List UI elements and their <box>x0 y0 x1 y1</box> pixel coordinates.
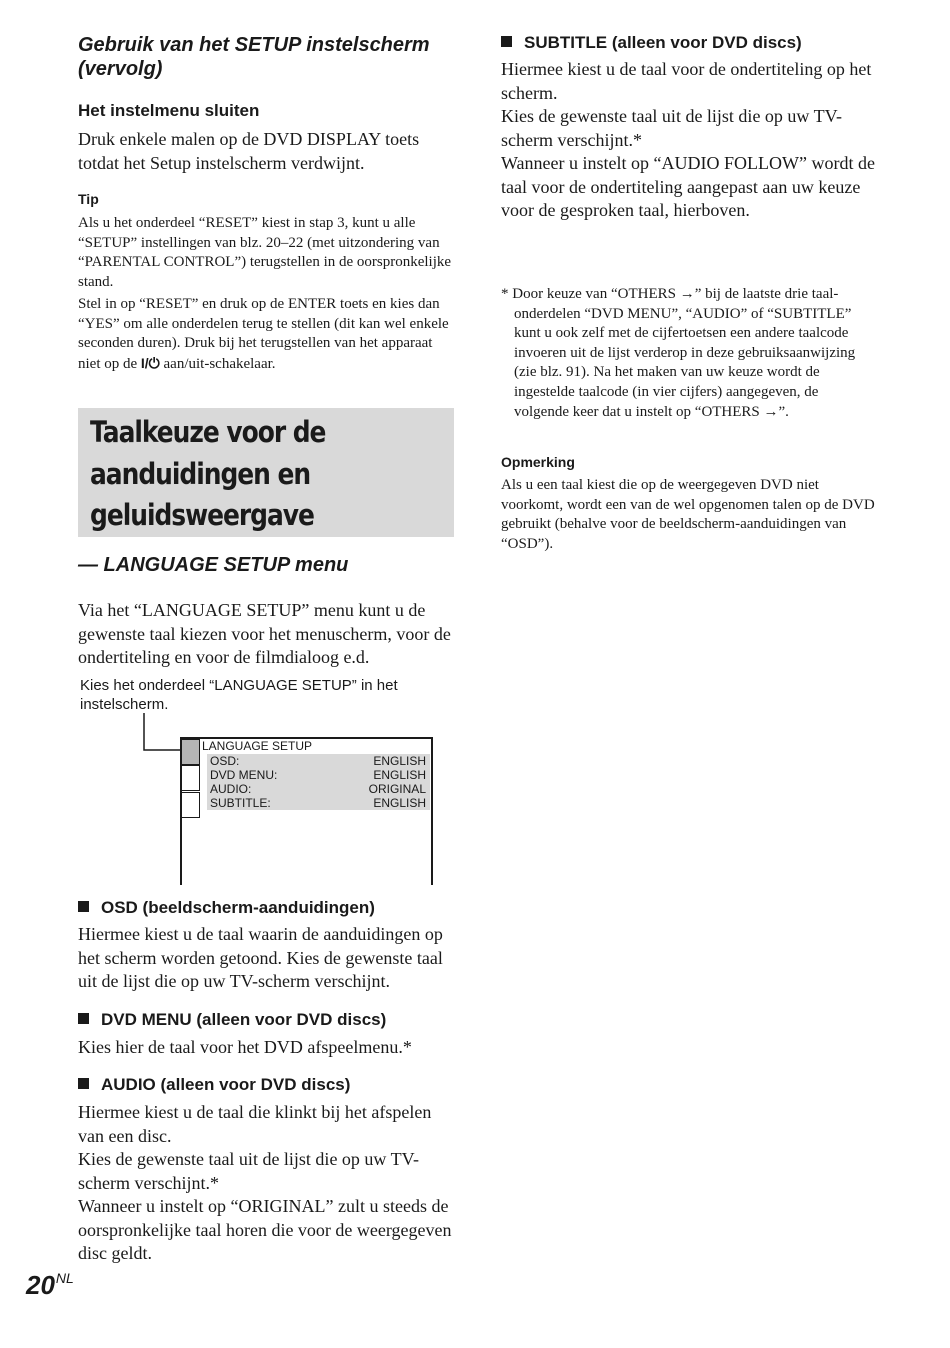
power-switch-icon: I/⏻ <box>140 354 160 371</box>
osd-row-value: ENGLISH <box>373 754 426 768</box>
subtitle-text-2: Kies de gewenste taal uit de lijst die op uw TV-scherm verschijnt.* <box>501 106 842 150</box>
osd-heading <box>78 898 375 918</box>
osd-screen-title: LANGUAGE SETUP <box>202 739 313 753</box>
subtitle-text-1: Hiermee kiest u de taal voor de ondertiteling op het scherm. <box>501 59 872 103</box>
intro-text: Via het “LANGUAGE SETUP” menu kunt u de gewenste taal kiezen voor het menuscherm, voor de ondertiteling en voor de filmdialoog e.d. <box>78 600 451 667</box>
osd-row-value: ENGLISH <box>373 768 426 782</box>
setup-menu-icon-2 <box>181 765 200 791</box>
page-number <box>26 1270 74 1301</box>
audio-text <box>78 1101 460 1266</box>
osd-row-dvd-menu <box>210 768 426 782</box>
dvd-menu-heading-text: DVD MENU (alleen voor DVD discs) <box>101 1010 387 1029</box>
osd-heading-text: OSD (beeldscherm-aanduidingen) <box>101 898 375 917</box>
audio-heading-text: AUDIO (alleen voor DVD discs) <box>101 1075 351 1094</box>
tip-paragraph-2-text: Stel in op “RESET” en druk op de ENTER toets en kies dan “YES” om alle onderdelen terug te stellen (dit kan wel enkele seconden duren). Druk bij het terugstellen van het apparaat niet op de <box>78 296 449 372</box>
close-menu-text: Druk enkele malen op de DVD DISPLAY toets totdat het Setup instelscherm verdwijnt. <box>78 129 420 173</box>
osd-row-audio <box>210 782 426 796</box>
audio-heading <box>78 1075 350 1095</box>
osd-row-osd <box>210 754 426 768</box>
osd-row-value: ENGLISH <box>373 796 426 810</box>
osd-row-label: DVD MENU: <box>210 768 278 782</box>
page-number-value: 20 <box>26 1270 55 1300</box>
osd-row-label: AUDIO: <box>210 782 252 796</box>
setup-menu-icon-3 <box>181 792 200 818</box>
tip-label: Tip <box>78 191 99 207</box>
dvd-menu-heading <box>78 1010 386 1030</box>
osd-row-subtitle <box>210 796 426 810</box>
language-setup-screen <box>180 737 433 885</box>
audio-text-3: Wanneer u instelt op “ORIGINAL” zult u steeds de oorspronkelijke taal horen die voor de weergegeven disc geldt. <box>78 1196 452 1263</box>
note-text: Als u een taal kiest die op de weergegeven DVD niet voorkomt, wordt een van de wel opgenomen talen op de DVD gebruikt (behalve voor de beeldscherm-aanduidingen van “OSD”). <box>501 477 875 552</box>
osd-settings-list <box>207 754 430 810</box>
tip-paragraph-2 <box>78 295 458 374</box>
osd-row-value: ORIGINAL <box>368 782 426 796</box>
audio-text-1: Hiermee kiest u de taal die klinkt bij het afspelen van een disc. <box>78 1102 432 1146</box>
section-title-box <box>78 408 454 537</box>
screen-right-border <box>431 737 433 885</box>
footnote: * Door keuze van “OTHERS →” bij de laatste drie taal-onderdelen “DVD MENU”, “AUDIO” of “SUBTITLE” kunt u ook zelf met de cijfertoetsen een andere taalcode invoeren uit de lijst verderop in deze gebruiksaanwijzing (zie blz. 91). Na het maken van uw keuze wordt de ingestelde taalcode (in vier cijfers) aangegeven, de volgende keer dat u instelt op “OTHERS →”. <box>501 286 856 420</box>
note-label: Opmerking <box>501 454 575 470</box>
square-bullet-icon <box>78 1013 89 1024</box>
subtitle-heading-text: SUBTITLE (alleen voor DVD discs) <box>524 33 802 52</box>
tip-paragraph-1: Als u het onderdeel “RESET” kiest in stap 3, kunt u alle “SETUP” instellingen van blz. 20–22 (met uitzondering van “PARENTAL CONTROL”) terugstellen in de oorspronkelijke stand. <box>78 215 452 290</box>
audio-text-2: Kies de gewenste taal uit de lijst die op uw TV-scherm verschijnt.* <box>78 1149 419 1193</box>
section-subtitle: — LANGUAGE SETUP menu <box>78 554 349 576</box>
square-bullet-icon <box>78 901 89 912</box>
callout-text: Kies het onderdeel “LANGUAGE SETUP” in het instelscherm. <box>80 677 398 713</box>
osd-row-label: OSD: <box>210 754 240 768</box>
tip-paragraph-2-end: aan/uit-schakelaar. <box>163 355 276 372</box>
language-setup-menu-icon <box>181 739 200 765</box>
subtitle-text-3: Wanneer u instelt op “AUDIO FOLLOW” wordt de taal voor de ondertiteling aangepast aan uw keuze voor de gesproken taal, hierboven. <box>501 153 875 220</box>
close-menu-heading: Het instelmenu sluiten <box>78 101 260 120</box>
dvd-menu-text: Kies hier de taal voor het DVD afspeelmenu.* <box>78 1037 412 1057</box>
subtitle-heading <box>501 33 802 53</box>
section-title: Taalkeuze voor de aanduidingen en geluidsweergave <box>90 415 326 532</box>
osd-text: Hiermee kiest u de taal waarin de aanduidingen op het scherm worden getoond. Kies de gewenste taal uit de lijst die op uw TV-scherm verschijnt. <box>78 924 443 991</box>
osd-row-label: SUBTITLE: <box>210 796 271 810</box>
square-bullet-icon <box>78 1078 89 1089</box>
continued-heading: Gebruik van het SETUP instelscherm (vervolg) <box>78 34 430 80</box>
page-number-suffix: NL <box>55 1270 74 1286</box>
subtitle-text <box>501 58 881 223</box>
square-bullet-icon <box>501 36 512 47</box>
